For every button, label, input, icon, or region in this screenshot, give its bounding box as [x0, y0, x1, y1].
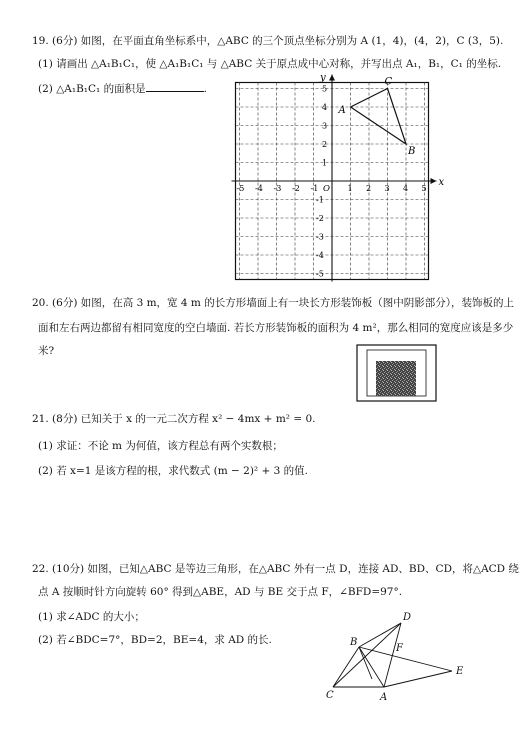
- y-tick-label: 1: [322, 158, 328, 168]
- q21-line1: 21. (8分) 已知关于 x 的一元二次方程 x² − 4mx + m² = 0.: [32, 413, 316, 425]
- q19-line3-end: .: [203, 83, 207, 95]
- grid-lines: [236, 83, 429, 280]
- x-tick-label: -1: [310, 184, 319, 193]
- tick-labels: [237, 85, 427, 279]
- x-tick-label: 3: [384, 184, 390, 193]
- q21-line3: (2) 若 x=1 是该方程的根，求代数式 (m − 2)² + 3 的值.: [38, 465, 308, 477]
- q19-line3-text: (2) △A₁B₁C₁ 的面积是: [38, 83, 146, 95]
- y-axis-label: y: [320, 72, 326, 84]
- x-tick-label: -2: [292, 184, 300, 193]
- triangle-abc-shape: [351, 89, 407, 145]
- x-tick-label: 1: [347, 184, 353, 193]
- q20-line1: 20. (6分) 如图，在高 3 m，宽 4 m 的长方形墙面上有一块长方形装饰板（图中阴影部分），装饰板的上: [32, 297, 514, 309]
- y-axis-arrow: [329, 75, 335, 81]
- x-axis-label: x: [438, 177, 445, 188]
- y-tick-label: -1: [316, 195, 324, 205]
- x-tick-label: -3: [273, 184, 282, 193]
- x-tick-label: -5: [236, 184, 245, 193]
- point-label-A: A: [338, 105, 346, 116]
- x-tick-label: 4: [403, 184, 409, 193]
- label-E: E: [456, 666, 464, 677]
- y-tick-label: -5: [316, 269, 324, 279]
- q22-line1: 22. (10分) 如图，已知△ABC 是等边三角形，在△ABC 外有一点 D，连接 AD、BD、CD，将△ACD 绕: [32, 563, 519, 575]
- q20-line3: 米?: [38, 345, 55, 357]
- x-axis-arrow: [431, 178, 437, 184]
- q22-line4: (2) 若∠BDC=7°，BD=2，BE=4，求 AD 的长.: [38, 634, 272, 646]
- q20-line2: 面和左右两边都留有相同宽度的空白墙面. 若长方形装饰板的面积为 4 m²，那么相同的宽度应该是多少: [38, 322, 514, 334]
- y-tick-label: 3: [322, 121, 328, 131]
- origin-label: O: [323, 184, 330, 194]
- grid-frame: [236, 83, 429, 280]
- q19-line3: [38, 81, 207, 96]
- point-label-B: B: [408, 146, 416, 157]
- q22-line3: (1) 求∠ADC 的大小；: [38, 611, 145, 623]
- q21-line2: (1) 求证：不论 m 为何值，该方程总有两个实数根；: [38, 440, 283, 452]
- wall-diagram: [357, 345, 436, 401]
- x-tick-label: 5: [421, 184, 427, 193]
- answer-blank: [146, 81, 204, 92]
- decoration-board: [376, 361, 416, 396]
- label-B: B: [350, 637, 358, 648]
- triangle-figure-q22: [333, 623, 452, 687]
- y-tick-label: -2: [316, 214, 324, 223]
- y-tick-label: 2: [322, 140, 328, 149]
- x-tick-label: -4: [255, 184, 263, 193]
- label-D: D: [403, 612, 412, 623]
- axes: [232, 73, 445, 282]
- triangle-abc: [338, 77, 416, 158]
- q22-line2: 点 A 按顺时针方向旋转 60° 得到△ABE，AD 与 BE 交于点 F，∠BFD=97°.: [38, 586, 403, 598]
- y-tick-label: -3: [316, 232, 324, 242]
- q19-line2: (1) 请画出 △A₁B₁C₁，使 △A₁B₁C₁ 与 △ABC 关于原点成中心对称，并写出点 A₁，B₁，C₁ 的坐标.: [38, 58, 502, 70]
- q19-line1: 19. (6分) 如图，在平面直角坐标系中，△ABC 的三个顶点坐标分别为 A (1，4)，(4，2)，C (3，5).: [32, 35, 504, 47]
- y-tick-label: -4: [316, 251, 324, 260]
- x-tick-label: 2: [366, 184, 372, 193]
- label-C: C: [326, 690, 334, 701]
- label-F: F: [396, 643, 403, 654]
- point-label-C: C: [384, 76, 393, 88]
- y-tick-label: 5: [322, 84, 328, 94]
- label-A: A: [380, 692, 388, 703]
- y-tick-label: 4: [322, 103, 328, 112]
